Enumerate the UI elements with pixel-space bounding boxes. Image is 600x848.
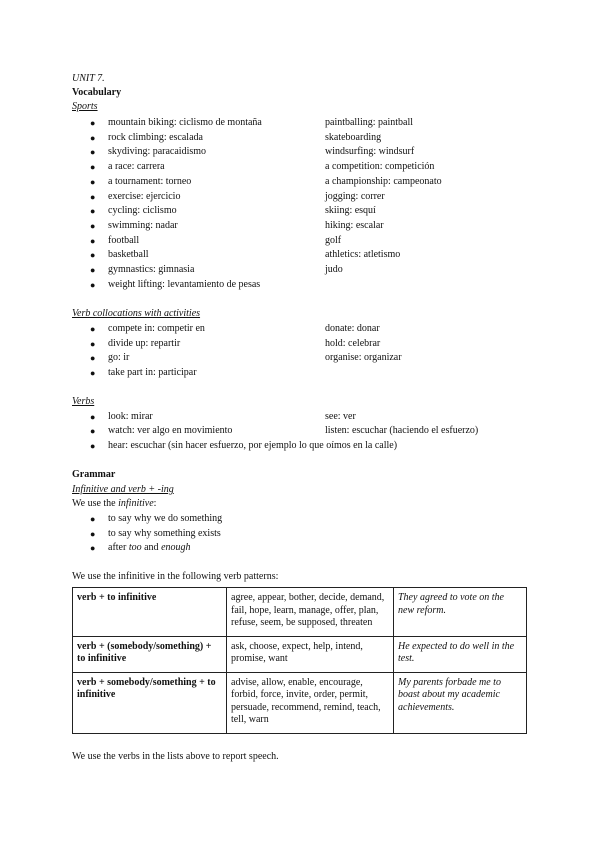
bullet-icon: ● xyxy=(90,279,96,290)
grammar-subheading: Infinitive and verb + -ing xyxy=(72,484,174,495)
verb-look: look: mirar xyxy=(108,411,153,422)
bullet-icon: ● xyxy=(90,132,96,143)
list-item: a competition: competición xyxy=(325,161,435,173)
bullet-icon: ● xyxy=(90,118,96,128)
bullet-icon: ● xyxy=(90,324,96,334)
list-item: cycling: ciclismo xyxy=(108,205,177,217)
grammar-bullet-2: to say why something exists xyxy=(108,528,221,539)
bullet-icon: ● xyxy=(90,220,96,231)
verb-see: see: ver xyxy=(325,411,356,422)
bullet-icon: ● xyxy=(90,514,96,524)
list-item: judo xyxy=(325,264,343,275)
vocabulary-heading: Vocabulary xyxy=(72,87,122,98)
bullet-icon: ● xyxy=(90,529,96,539)
bullet-icon: ● xyxy=(90,176,96,187)
example-cell: He expected to do well in the test. xyxy=(394,636,527,672)
list-item: hold: celebrar xyxy=(325,337,381,349)
verb-hear: hear: escuchar (sin hacer esfuerzo, por ejemplo lo que oímos en la calle) xyxy=(108,440,398,451)
grammar-bullet-1: to say why we do something xyxy=(108,513,223,524)
infinitive-intro: We use the infinitive: xyxy=(72,498,157,509)
list-item: exercise: ejercicio xyxy=(108,190,181,202)
list-item: athletics: atletismo xyxy=(325,249,401,261)
verb-listen: listen: escuchar (haciendo el esfuerzo) xyxy=(325,425,479,436)
pattern-cell: verb + (somebody/something) + to infinitive xyxy=(73,636,227,672)
list-item: compete in: competir en xyxy=(108,323,205,334)
table-row xyxy=(73,672,527,733)
list-item: go: ir xyxy=(108,352,130,364)
grammar-bullet-3: after too and enough xyxy=(108,542,191,553)
table-row xyxy=(73,588,527,637)
list-item: divide up: repartir xyxy=(108,337,181,349)
list-item: a tournament: torneo xyxy=(108,175,192,187)
bullet-icon: ● xyxy=(90,543,96,553)
bullet-icon: ● xyxy=(90,235,96,246)
bullet-icon: ● xyxy=(90,353,96,364)
list-item: donate: donar xyxy=(325,323,380,334)
list-item: paintballing: paintball xyxy=(325,117,414,128)
sports-heading: Sports xyxy=(72,101,98,112)
bullet-icon: ● xyxy=(90,338,96,349)
list-item: skateboarding xyxy=(325,131,382,143)
list-item: a championship: campeonato xyxy=(325,175,442,187)
bullet-icon: ● xyxy=(90,250,96,261)
verb-watch: watch: ver algo en movimiento xyxy=(108,425,233,436)
list-item: skydiving: paracaidismo xyxy=(108,146,207,158)
footer-note: We use the verbs in the lists above to report speech. xyxy=(72,751,279,762)
bullet-icon: ● xyxy=(90,441,96,451)
list-item: swimming: nadar xyxy=(108,219,178,231)
bullet-icon: ● xyxy=(90,206,96,217)
collocations-heading: Verb collocations with activities xyxy=(72,308,201,319)
list-item: hiking: escalar xyxy=(325,219,384,231)
list-item: mountain biking: ciclismo de montaña xyxy=(108,117,262,128)
patterns-intro: We use the infinitive in the following verb patterns: xyxy=(72,571,279,582)
list-item: football xyxy=(108,234,140,246)
verbs-cell: ask, choose, expect, help, intend, promise, want xyxy=(227,636,394,672)
verbs-heading: Verbs xyxy=(72,396,95,407)
list-item: skiing: esquí xyxy=(325,205,376,217)
bullet-icon: ● xyxy=(90,147,96,158)
pattern-cell: verb + somebody/something + to infinitive xyxy=(73,672,227,733)
example-cell: My parents forbade me to boast about my academic achievements. xyxy=(394,672,527,733)
list-item: rock climbing: escalada xyxy=(108,131,203,143)
bullet-icon: ● xyxy=(90,426,96,436)
list-item: take part in: participar xyxy=(108,367,197,379)
unit-title: UNIT 7. xyxy=(72,73,105,84)
list-item: windsurfing: windsurf xyxy=(325,146,415,158)
bullet-icon: ● xyxy=(90,412,96,422)
bullet-icon: ● xyxy=(90,191,96,202)
list-item: a race: carrera xyxy=(108,161,165,173)
grammar-heading: Grammar xyxy=(72,469,116,480)
example-cell: They agreed to vote on the new reform. xyxy=(394,588,527,637)
list-item: basketball xyxy=(108,249,149,261)
verbs-cell: advise, allow, enable, encourage, forbid, force, invite, order, permit, persuade, recommend, remind, teach, tell, warn xyxy=(227,672,394,733)
bullet-icon: ● xyxy=(90,368,96,379)
verbs-cell: agree, appear, bother, decide, demand, fail, hope, learn, manage, offer, plan, refuse, seem, be supposed, threaten xyxy=(227,588,394,637)
list-item: gymnastics: gimnasia xyxy=(108,264,195,275)
pattern-cell: verb + to infinitive xyxy=(73,588,227,637)
table-row xyxy=(73,636,527,672)
bullet-icon: ● xyxy=(90,162,96,173)
list-item: golf xyxy=(325,234,342,246)
list-item: weight lifting: levantamiento de pesas xyxy=(108,278,261,290)
verb-patterns-table xyxy=(72,587,527,734)
list-item: jogging: correr xyxy=(325,190,385,202)
bullet-icon: ● xyxy=(90,265,96,275)
list-item: organise: organizar xyxy=(325,352,402,364)
